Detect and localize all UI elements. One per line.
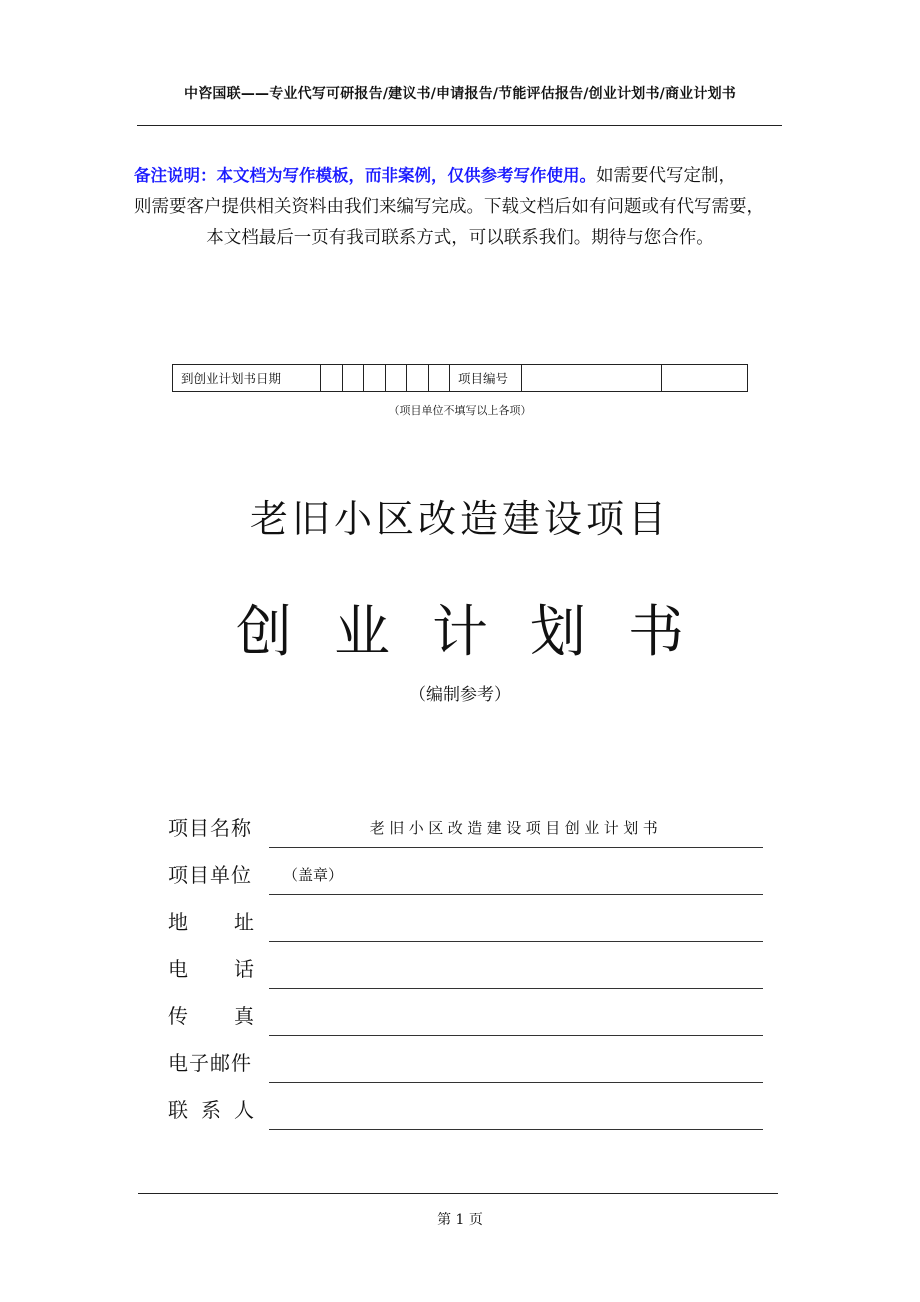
submission-date-table (172, 364, 748, 392)
project-no-extra-cell[interactable] (662, 365, 747, 391)
phone-field[interactable] (269, 947, 763, 989)
table-note: （项目单位不填写以上各项） (388, 404, 532, 417)
document-type-title: 创业计划书 (236, 600, 726, 665)
notice-line-2: 则需要客户提供相关资料由我们来编写完成。下载文档后如有问题或有代写需要， (134, 197, 764, 217)
project-name-field[interactable] (269, 806, 763, 848)
form-row-project-name (168, 806, 768, 853)
notice-highlight: 备注说明：本文档为写作模板，而非案例，仅供参考写作使用。 (134, 166, 596, 185)
date-digit-cell[interactable] (407, 365, 429, 391)
phone-label-char: 电 (168, 957, 188, 981)
fax-label-char: 真 (234, 1004, 254, 1028)
contact-label-char: 联 (168, 1098, 188, 1122)
page-number: 第 1 页 (437, 1212, 483, 1228)
project-unit-field[interactable] (269, 853, 763, 895)
fax-field[interactable] (269, 994, 763, 1036)
project-name-title: 老旧小区改造建设项目 (249, 497, 670, 541)
seal-note: （盖章） (283, 866, 344, 884)
address-label (168, 906, 254, 935)
contact-field[interactable] (269, 1088, 763, 1130)
date-digit-cell[interactable] (321, 365, 343, 391)
notice-line-3: 本文档最后一页有我司联系方式，可以联系我们。期待与您合作。 (206, 228, 714, 248)
date-digit-cell[interactable] (343, 365, 365, 391)
date-digit-cell[interactable] (364, 365, 386, 391)
notice-line-1 (134, 160, 786, 192)
project-no-value-cell[interactable] (522, 365, 662, 391)
header-divider (137, 125, 782, 126)
address-label-char: 址 (234, 910, 254, 934)
form-row-email (168, 1041, 768, 1088)
footer-divider (138, 1193, 778, 1194)
notice-block (134, 160, 786, 254)
date-label: 到创业计划书日期 (173, 365, 321, 391)
project-name-label: 项目名称 (168, 816, 252, 840)
address-field[interactable] (269, 900, 763, 942)
project-info-form (168, 806, 768, 1135)
contact-label-char: 系 (201, 1098, 221, 1122)
contact-label (168, 1094, 254, 1123)
email-label: 电子邮件 (168, 1051, 252, 1075)
phone-label-char: 话 (234, 957, 254, 981)
email-field[interactable] (269, 1041, 763, 1083)
project-name-value: 老旧小区改造建设项目创业计划书 (369, 819, 663, 837)
fax-label-char: 传 (168, 1004, 188, 1028)
project-no-label: 项目编号 (450, 365, 522, 391)
notice-line-1-rest: 如需要代写定制， (596, 166, 736, 186)
date-digit-cell[interactable] (429, 365, 451, 391)
form-row-address (168, 900, 768, 947)
date-digit-cell[interactable] (386, 365, 408, 391)
reference-note: （编制参考） (409, 685, 511, 705)
address-label-char: 地 (168, 910, 188, 934)
form-row-contact (168, 1088, 768, 1135)
header-title: 中咨国联——专业代写可研报告/建议书/申请报告/节能评估报告/创业计划书/商业计划书 (184, 86, 736, 102)
project-unit-label: 项目单位 (168, 863, 252, 887)
form-row-project-unit (168, 853, 768, 900)
phone-label (168, 953, 254, 982)
fax-label (168, 1000, 254, 1029)
form-row-fax (168, 994, 768, 1041)
form-row-phone (168, 947, 768, 994)
contact-label-char: 人 (234, 1098, 254, 1122)
